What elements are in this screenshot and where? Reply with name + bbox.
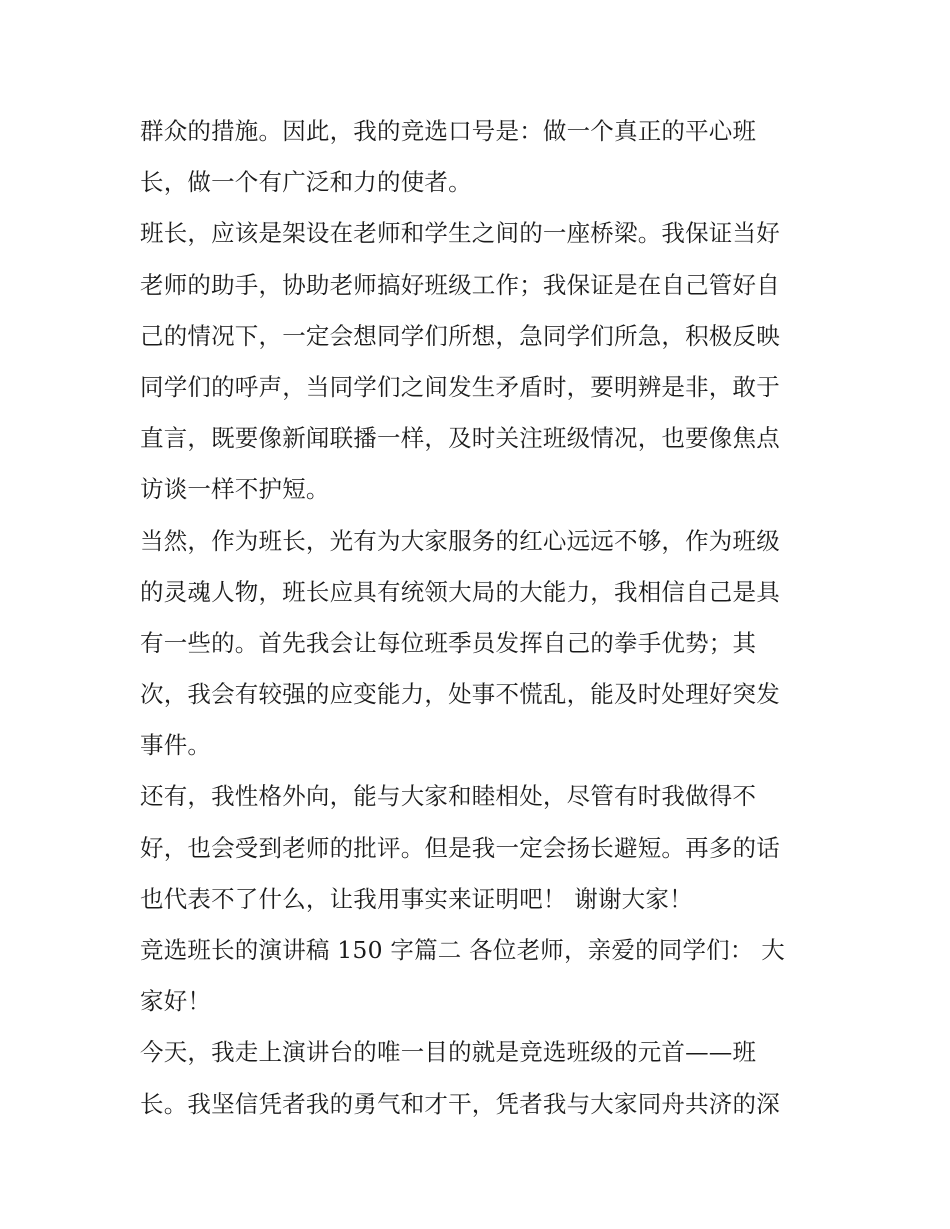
text-line: 长，做一个有广泛和力的使者。	[140, 168, 472, 197]
text-line: 己的情况下，一定会想同学们所想，急同学们所急，积极反映	[140, 321, 780, 350]
text-line: 好，也会受到老师的批评。但是我一定会扬长避短。再多的话	[140, 833, 780, 862]
document-body	[140, 106, 820, 1130]
text-line: 家好！	[140, 987, 212, 1016]
text-line: 次，我会有较强的应变能力，处事不慌乱，能及时处理好突发	[140, 680, 780, 709]
text-line: 群众的措施。因此，我的竞选口号是：做一个真正的平心班	[140, 117, 757, 145]
text-line: 还有，我性格外向，能与大家和睦相处，尽管有时我做得不	[140, 782, 757, 811]
text-line: 老师的助手，协助老师搞好班级工作；我保证是在自己管好自	[140, 270, 780, 299]
text-line: 事件。	[140, 731, 212, 760]
text-line: 今天，我走上演讲台的唯一目的就是竞选班级的元首——班	[140, 1038, 757, 1067]
text-line: 直言，既要像新闻联播一样，及时关注班级情况，也要像焦点	[140, 424, 780, 453]
text-line: 的灵魂人物，班长应具有统领大局的大能力，我相信自己是具	[140, 577, 780, 606]
text-line: 当然，作为班长，光有为大家服务的红心远远不够，作为班级	[140, 526, 780, 555]
text-line: 竞选班长的演讲稿 150 字篇二 各位老师，亲爱的同学们： 大	[140, 936, 785, 964]
text-line: 同学们的呼声，当同学们之间发生矛盾时，要明辨是非，敢于	[140, 372, 780, 401]
text-line: 有一些的。首先我会让每位班季员发挥自己的拳手优势；其	[140, 628, 757, 657]
text-line: 也代表不了什么，让我用事实来证明吧！ 谢谢大家！	[140, 884, 693, 913]
text-line: 长。我坚信凭者我的勇气和才干，凭者我与大家同舟共济的深	[140, 1089, 780, 1118]
text-line: 班长，应该是架设在老师和学生之间的一座桥梁。我保证当好	[140, 219, 780, 248]
text-line: 访谈一样不护短。	[140, 475, 330, 504]
